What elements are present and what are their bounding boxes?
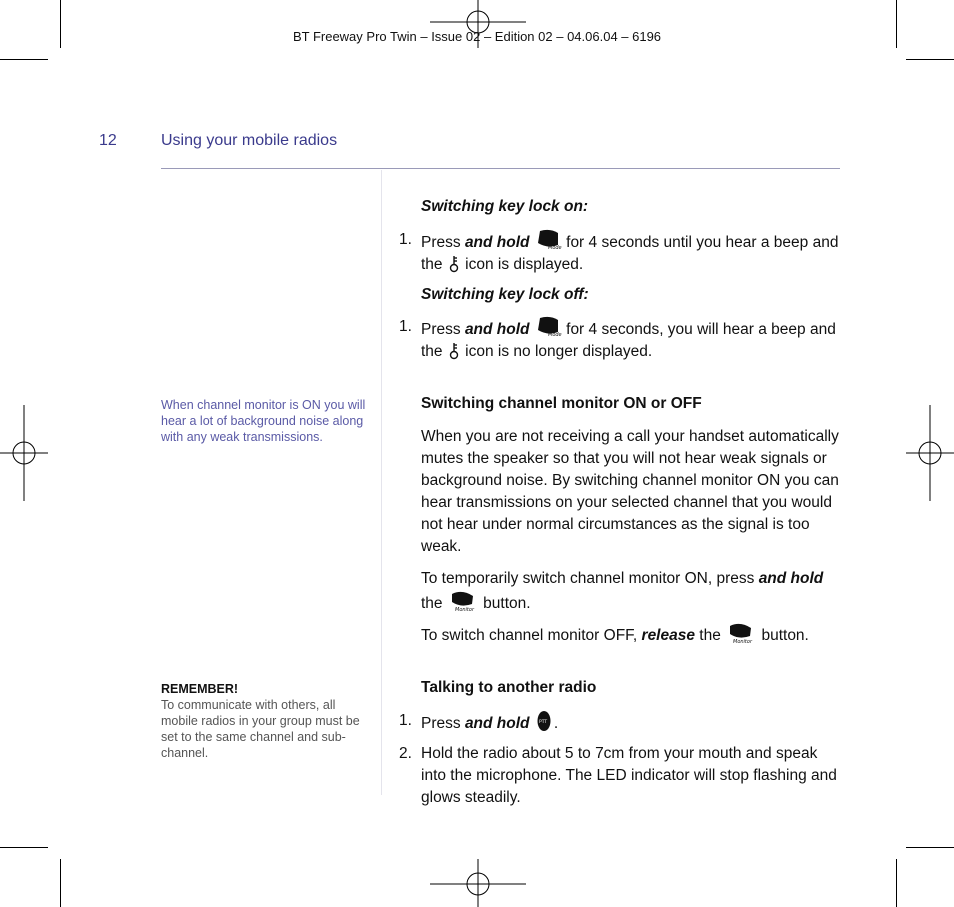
instruction-text: the [694, 627, 726, 644]
keylock-off-step [399, 316, 841, 363]
keylock-off-heading [421, 284, 841, 306]
emphasis: and hold [464, 321, 530, 338]
svg-text:PTT: PTT [538, 720, 547, 725]
talk-heading: Talking to another radio [421, 679, 597, 696]
sidebar-note: When channel monitor is ON you will hear a lot of background noise along with any weak transmissions. [161, 398, 366, 444]
monitor-heading: Switching channel monitor ON or OFF [421, 395, 702, 412]
emphasis: and hold [758, 570, 824, 587]
step-text: icon is no longer displayed. [460, 343, 653, 360]
step-text: Press [421, 321, 465, 338]
registration-mark-right [906, 405, 954, 501]
instruction-text: button. [757, 627, 809, 644]
svg-text:Monitor: Monitor [733, 639, 753, 645]
instruction-text: To temporarily switch channel monitor ON, press [421, 570, 759, 587]
svg-text:Mode: Mode [547, 245, 562, 251]
column-divider [381, 170, 382, 795]
remember-box [161, 681, 371, 761]
key-icon [449, 342, 459, 360]
talk-step-2 [399, 743, 841, 809]
keylock-off-heading-text: Switching key lock off: [421, 286, 589, 303]
monitor-button-icon [449, 590, 477, 612]
svg-text:Mode: Mode [547, 332, 562, 338]
registration-mark-left [0, 405, 48, 501]
emphasis: and hold [464, 234, 530, 251]
page-number: 12 [99, 132, 117, 149]
step-text: for 4 seconds, you will hear a beep and the [421, 321, 836, 360]
monitor-off-instruction [421, 622, 841, 647]
talk-step-1 [399, 710, 841, 735]
mode-button-icon [536, 316, 560, 338]
ptt-button-icon [536, 710, 552, 732]
remember-title: REMEMBER! [161, 682, 239, 696]
keylock-on-heading [421, 196, 841, 218]
remember-text: To communicate with others, all mobile radios in your group must be set to the same channel and sub-channel. [161, 698, 360, 760]
emphasis: release [641, 627, 695, 644]
instruction-text: button. [478, 595, 531, 612]
instruction-text: To switch channel monitor OFF, [421, 627, 642, 644]
chapter-title: Using your mobile radios [161, 132, 338, 149]
registration-mark-bottom [430, 859, 526, 907]
monitor-on-instruction [421, 568, 841, 615]
monitor-button-icon [727, 622, 755, 644]
svg-text:Monitor: Monitor [454, 607, 474, 613]
step-number: 1. [399, 318, 412, 335]
header-rule [161, 168, 840, 169]
monitor-body: When you are not receiving a call your handset automatically mutes the speaker so that you will not hear weak signals or background noise. By switching channel monitor ON you can hear transmissions on your selected channel that you would not hear under normal circumstances as the signal is too weak. [421, 428, 839, 555]
step-text: for 4 seconds until you hear a beep and the [421, 234, 839, 273]
step-text: Press [421, 715, 465, 732]
step-text: . [553, 715, 559, 732]
mode-button-icon [536, 229, 560, 251]
step-text: Hold the radio about 5 to 7cm from your mouth and speak into the microphone. The LED indicator will stop flashing and glows steadily. [421, 745, 837, 806]
print-header: BT Freeway Pro Twin – Issue 02 – Edition 02 – 04.06.04 – 6196 [292, 29, 662, 44]
step-text: icon is displayed. [460, 256, 584, 273]
instruction-text: the [421, 595, 447, 612]
keylock-on-heading-text: Switching key lock on: [421, 198, 589, 215]
step-text: Press [421, 234, 465, 251]
key-icon [449, 255, 459, 273]
step-number: 1. [399, 231, 412, 248]
step-number: 2. [399, 745, 412, 762]
emphasis: and hold [464, 715, 530, 732]
keylock-on-step [399, 229, 841, 276]
step-number: 1. [399, 712, 412, 729]
